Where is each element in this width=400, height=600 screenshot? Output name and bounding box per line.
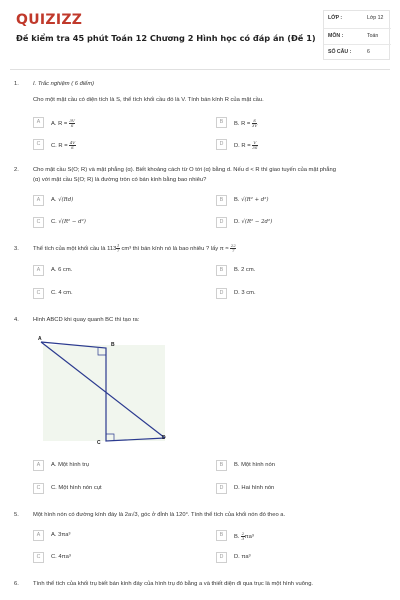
meta-subject-key: MÔN : [328, 32, 344, 39]
option-letter-box: D [216, 552, 227, 563]
question-text: Cho một mặt cầu có diện tích là S, thể tích khối cầu đó là V. Tính bán kính R của mặt cầu. [33, 97, 264, 103]
option-label: D. πa³ [234, 554, 251, 560]
option-label: D. Hai hình nón [234, 485, 275, 491]
page-title: Đề kiểm tra 45 phút Toán 12 Chương 2 Hình học có đáp án (Đề 1) [16, 33, 316, 43]
meta-count-row [324, 44, 391, 61]
question-number: 5. [14, 512, 19, 518]
option-a[interactable] [33, 530, 183, 542]
option-c[interactable] [33, 483, 183, 495]
option-label: C. √(R² − d²) [51, 219, 86, 225]
worksheet-header [0, 0, 400, 72]
meta-class-value: Lớp 12 [367, 15, 384, 21]
option-b[interactable] [216, 265, 366, 277]
vertex-label-b: B [111, 342, 115, 348]
fraction: $\frac{2}{3}$ [241, 531, 245, 541]
option-letter-box: B [216, 117, 227, 128]
option-a[interactable] [33, 265, 183, 277]
question-number: 3. [14, 246, 19, 252]
option-letter-box: C [33, 552, 44, 563]
option-a[interactable] [33, 117, 183, 129]
option-b[interactable] [216, 530, 366, 542]
option-label: D. R = $\frac{V}{3S}$ [234, 140, 258, 150]
option-label: A. 6 cm. [51, 267, 73, 273]
option-label: C. 4 cm. [51, 290, 73, 296]
question-text-line-1: Cho mặt cầu S(O; R) và mặt phẳng (α). Biết khoảng cách từ O tới (α) bằng d. Nếu d < R thì giao tuyến của mặt phẳng [33, 167, 336, 173]
question-number: 2. [14, 167, 19, 173]
option-letter-box: B [216, 530, 227, 541]
question-text: Một hình nón có đường kính đáy là 2a√3, góc ở đỉnh là 120°. Tính thể tích của khối nón đó theo a. [33, 512, 286, 518]
option-c[interactable] [33, 288, 183, 300]
option-b[interactable] [216, 460, 366, 472]
quizizz-logo: QUIZIZZ [16, 12, 83, 28]
option-d[interactable] [216, 483, 366, 495]
option-d[interactable] [216, 217, 366, 229]
fraction: $\frac{3V}{S}$ [69, 118, 75, 128]
fraction: $\frac{V}{3S}$ [252, 140, 258, 150]
option-d[interactable] [216, 552, 366, 564]
option-letter-box: D [216, 217, 227, 228]
option-letter-box: C [33, 288, 44, 299]
question-text: Thể tích của một khối cầu là 113 $\frac{1}{7}$ cm³ thì bán kính nó là bao nhiêu ? lấy π ≈ $\frac{22}{7}$ [33, 243, 236, 253]
option-letter-box: A [33, 117, 44, 128]
meta-info-box [323, 10, 390, 60]
abcd-rotation-figure [38, 336, 168, 450]
header-divider [10, 69, 390, 70]
meta-class-row [324, 11, 391, 28]
vertex-label-c: C [97, 440, 101, 446]
option-label: A. √(Rd) [51, 197, 74, 203]
option-d[interactable] [216, 139, 366, 151]
option-label: A. R = $\frac{3V}{S}$ [51, 118, 75, 128]
option-label: B. √(R² + d²) [234, 197, 269, 203]
meta-subject-value: Toán [367, 32, 379, 39]
option-a[interactable] [33, 195, 183, 207]
option-label: A. Một hình trụ [51, 462, 90, 468]
vertex-label-a: A [38, 336, 42, 342]
option-letter-box: A [33, 460, 44, 471]
option-b[interactable] [216, 117, 366, 129]
option-letter-box: C [33, 483, 44, 494]
option-label: B. R = $\frac{S}{3V}$ [234, 118, 258, 128]
fraction: $\frac{4V}{S}$ [69, 140, 76, 150]
option-a[interactable] [33, 460, 183, 472]
question-text: Hình ABCD khi quay quanh BC thì tạo ra: [33, 317, 140, 323]
option-letter-box: B [216, 460, 227, 471]
fraction: $\frac{22}{7}$ [230, 243, 236, 253]
meta-count-key: SỐ CÂU : [328, 49, 352, 55]
option-label: B. $\frac{2}{3}$ πa³ [234, 531, 254, 541]
option-label: D. √(R² − 2d²) [234, 219, 273, 225]
question-number: 4. [14, 317, 19, 323]
option-letter-box: D [216, 483, 227, 494]
section-heading: I. Trắc nghiệm ( 6 điểm) [33, 81, 95, 87]
vertex-label-d: D [162, 435, 166, 441]
option-letter-box: A [33, 530, 44, 541]
fraction: $\frac{1}{7}$ [116, 243, 120, 253]
option-d[interactable] [216, 288, 366, 300]
question-text-line-2: (α) với mặt cầu S(O; R) là đường tròn có bán kính bằng bao nhiêu? [33, 177, 207, 183]
option-letter-box: C [33, 217, 44, 228]
option-label: B. 2 cm. [234, 267, 256, 273]
question-number: 1. [14, 81, 19, 87]
option-c[interactable] [33, 552, 183, 564]
option-letter-box: A [33, 195, 44, 206]
meta-count-value: 6 [367, 49, 370, 55]
meta-class-key: LỚP : [328, 15, 343, 21]
option-label: A. 3πa³ [51, 532, 71, 538]
option-letter-box: A [33, 265, 44, 276]
option-letter-box: B [216, 265, 227, 276]
option-letter-box: D [216, 288, 227, 299]
question-number: 6. [14, 581, 19, 587]
question-text: Tính thể tích của khối trụ biết bán kính đáy của hình trụ đó bằng a và thiết diện đi qua trục là một hình vuông. [33, 581, 314, 587]
option-c[interactable] [33, 217, 183, 229]
option-label: C. R = $\frac{4V}{S}$ [51, 140, 76, 150]
option-label: C. Một hình nón cụt [51, 485, 102, 491]
fraction: $\frac{S}{3V}$ [251, 118, 258, 128]
option-b[interactable] [216, 195, 366, 207]
option-label: D. 3 cm. [234, 290, 256, 296]
option-letter-box: B [216, 195, 227, 206]
figure-background [43, 345, 165, 441]
option-label: C. 4πa³ [51, 554, 71, 560]
option-label: B. Một hình nón [234, 462, 275, 468]
option-c[interactable] [33, 139, 183, 151]
option-letter-box: C [33, 139, 44, 150]
meta-subject-row [324, 28, 391, 45]
option-letter-box: D [216, 139, 227, 150]
